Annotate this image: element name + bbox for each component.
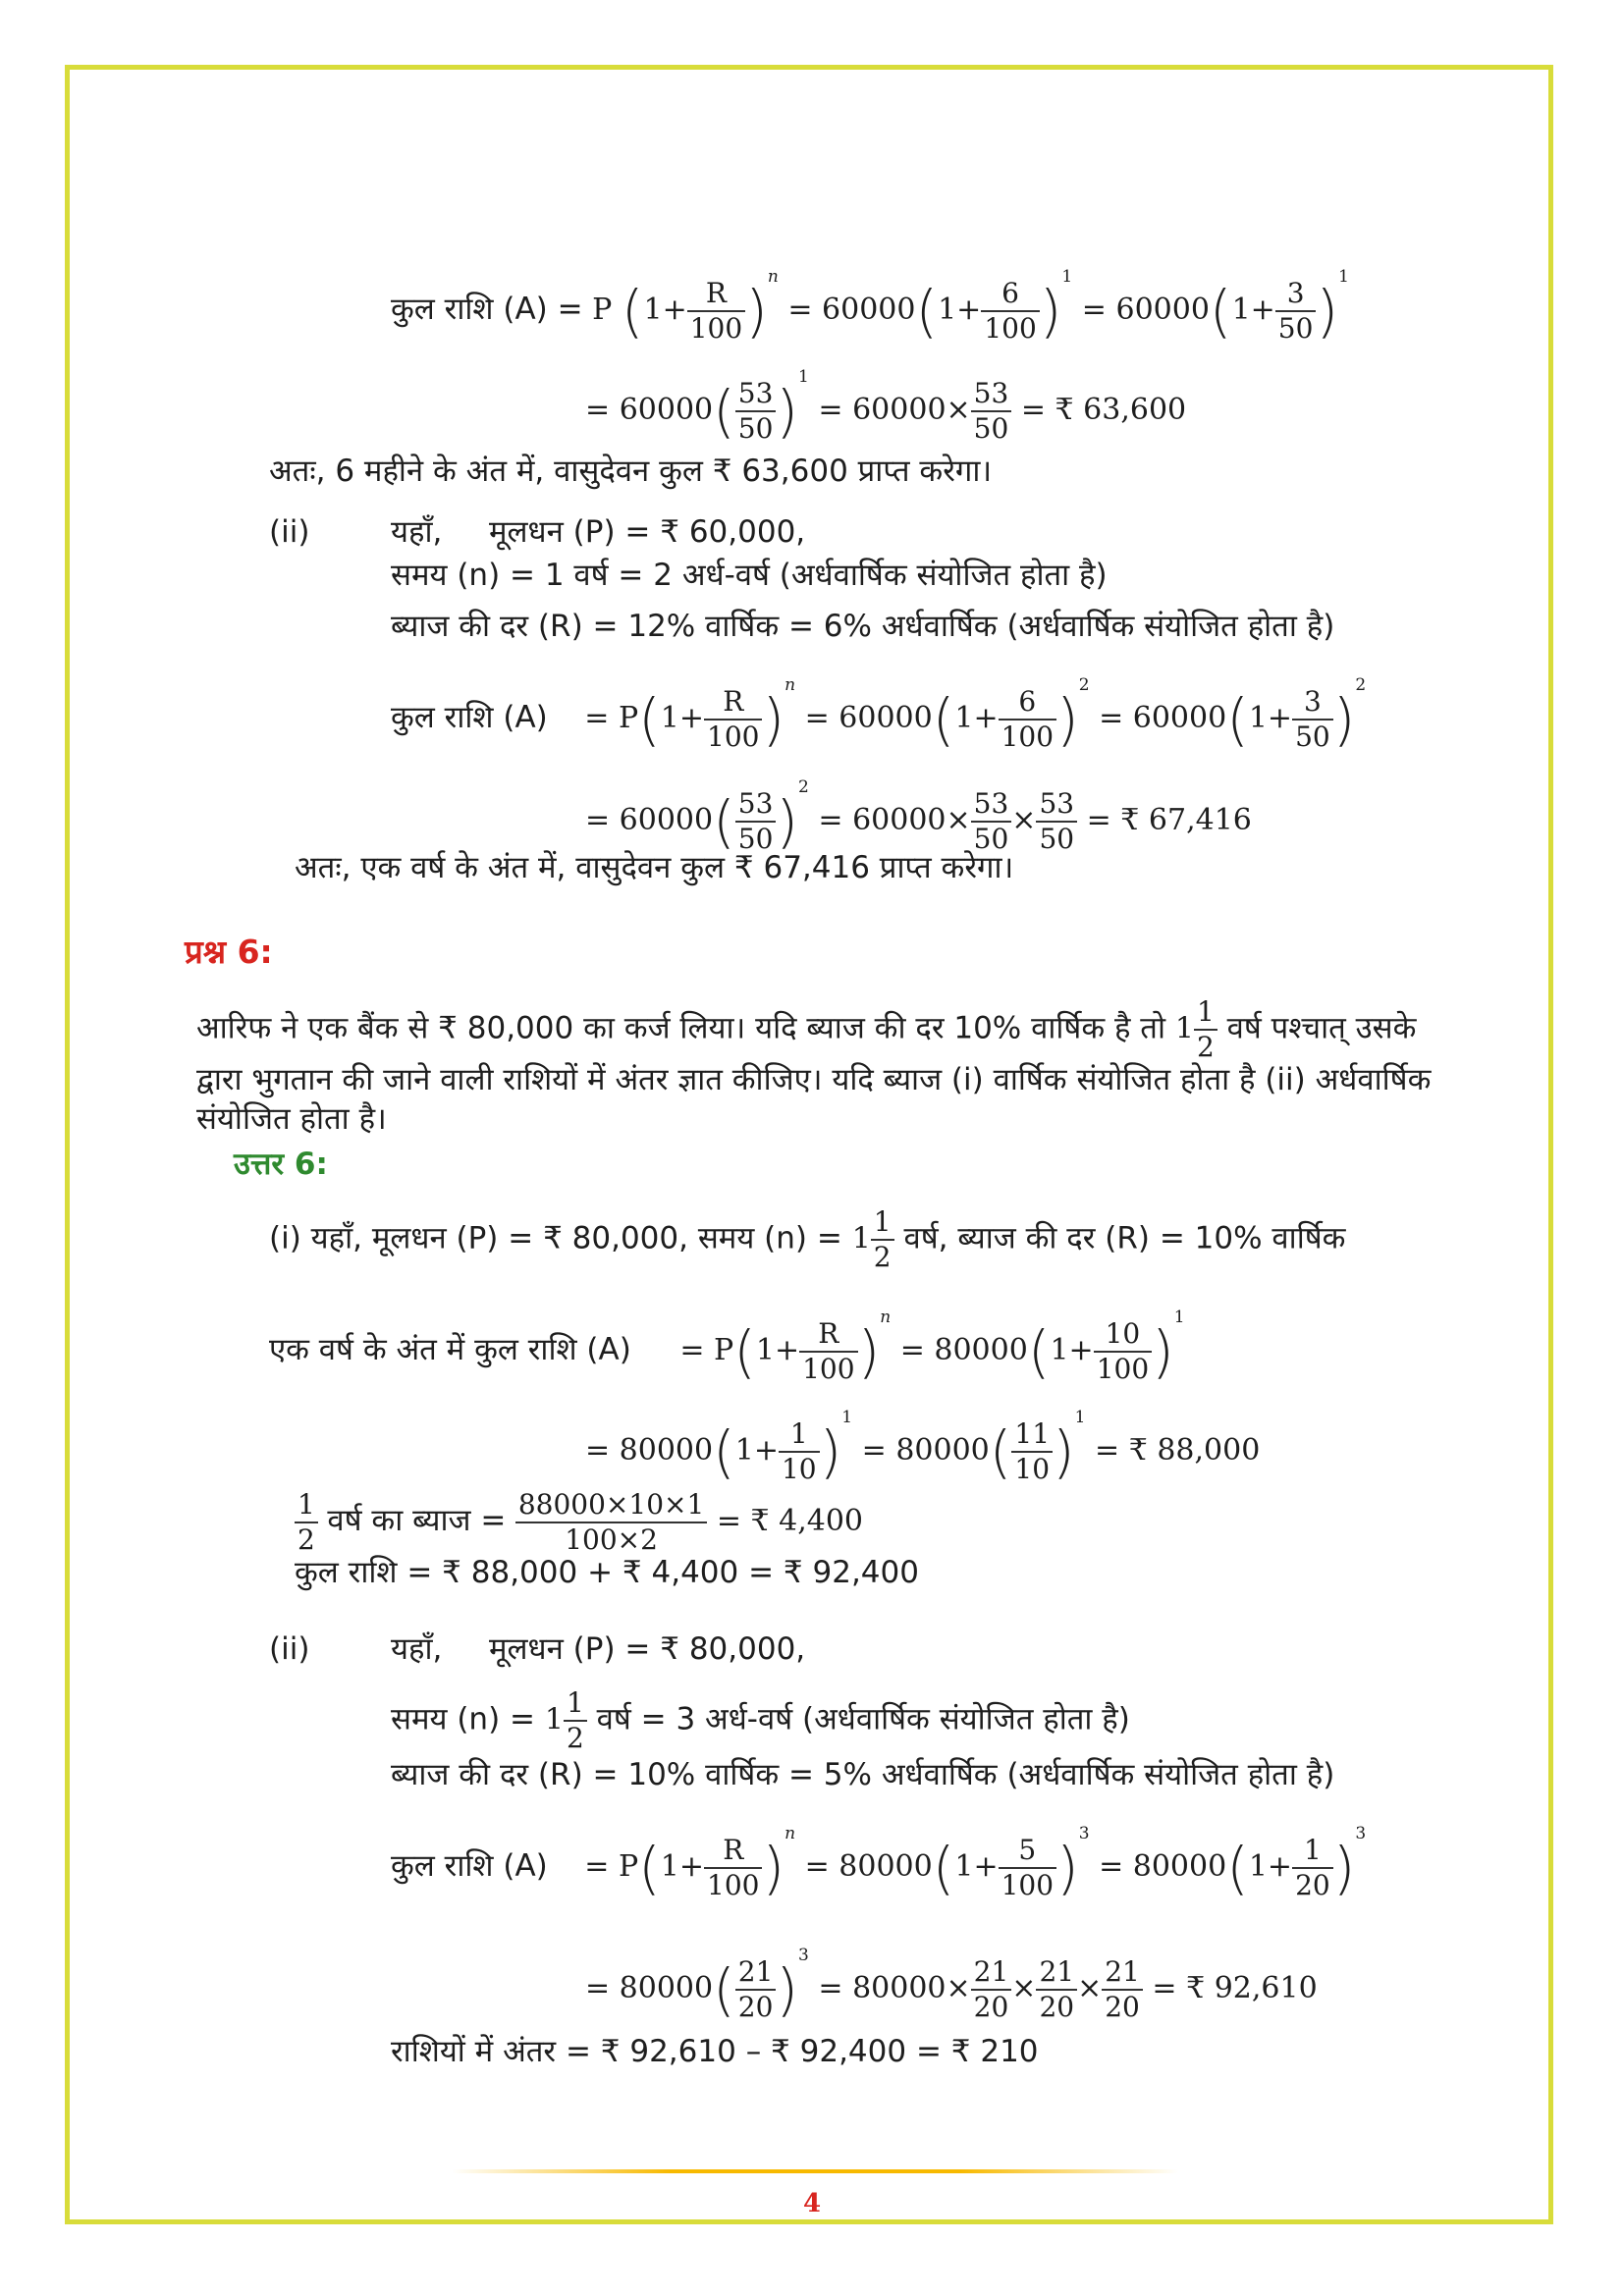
formula-line-3: कुल राशि (A) = P(1+ $\frac{R}{100}$ )$^n$ = 60000(1+ $\frac{6}{100}$ )$^2$ = 60000(1+ $\frac{3}{50}$ )$^2$	[391, 675, 1367, 753]
principal-text: मूलधन (P) = ₹ 60,000,	[489, 514, 806, 550]
formula-line-4: = 60000( $\frac{53}{50}$ )$^2$ = 60000× $\frac{53}{50}$ × $\frac{53}{50}$ = ₹ 67,416	[585, 777, 1252, 855]
part-label-2: (ii)	[269, 1631, 310, 1667]
rate-text: ब्याज की दर (R) = 12% वार्षिक = 6% अर्धवार्षिक (अर्धवार्षिक संयोजित होता है)	[391, 609, 1335, 644]
here-label-2: यहाँ,	[391, 1631, 443, 1667]
conclusion-2: अतः, एक वर्ष के अंत में, वासुदेवन कुल ₹ 67,416 प्राप्त करेगा।	[295, 850, 1014, 885]
formula-line-2: = 60000( $\frac{53}{50}$ )$^1$ = 60000× $\frac{53}{50}$ = ₹ 63,600	[585, 367, 1187, 445]
interest-line: $\frac{1}{2}$ वर्ष का ब्याज = $\frac{88000\times 10\times 1}{100\times 2}$ = ₹ 4,400	[295, 1488, 863, 1557]
answer-title: उत्तर 6:	[234, 1147, 328, 1182]
footer-rule	[452, 2169, 1178, 2173]
formula-line-5: एक वर्ष के अंत में कुल राशि (A) = P(1+ $\frac{R}{100}$ )$^n$ = 80000(1+ $\frac{10}{100}$ )$^1$	[269, 1308, 1185, 1385]
principal-text-2: मूलधन (P) = ₹ 80,000,	[489, 1631, 806, 1667]
total-amount: कुल राशि = ₹ 88,000 + ₹ 4,400 = ₹ 92,400	[295, 1555, 919, 1590]
rate-text-2: ब्याज की दर (R) = 10% वार्षिक = 5% अर्धवार्षिक (अर्धवार्षिक संयोजित होता है)	[391, 1757, 1335, 1792]
question-line-3: संयोजित होता है।	[196, 1101, 387, 1137]
formula-line-8: = 80000( $\frac{21}{20}$ )$^3$ = 80000× $\frac{21}{20}$ × $\frac{21}{20}$ × $\frac{21}{20}$ = ₹ 92,610	[585, 1946, 1318, 2023]
here-label: यहाँ,	[391, 514, 443, 550]
difference-line: राशियों में अंतर = ₹ 92,610 – ₹ 92,400 = ₹ 210	[391, 2034, 1039, 2069]
formula-line-6: = 80000(1+ $\frac{1}{10}$ )$^1$ = 80000( $\frac{11}{10}$ )$^1$ = ₹ 88,000	[585, 1408, 1261, 1485]
formula-line-1: कुल राशि (A) = P (1+ $\frac{R}{100}$ )$^n$ = 60000(1+ $\frac{6}{100}$ )$^1$ = 60000(1+ $\frac{3}{50}$ )$^1$	[391, 267, 1349, 345]
part-label: (ii)	[269, 514, 310, 550]
formula-line-7: कुल राशि (A) = P(1+ $\frac{R}{100}$ )$^n$ = 80000(1+ $\frac{5}{100}$ )$^3$ = 80000(1+ $\frac{1}{20}$ )$^3$	[391, 1824, 1367, 1901]
question-line-2: द्वारा भुगतान की जाने वाली राशियों में अंतर ज्ञात कीजिए। यदि ब्याज (i) वार्षिक संयोजित होता है (ii) अर्धवार्षिक	[196, 1062, 1432, 1097]
question-title: प्रश्न 6:	[185, 933, 273, 971]
page-number: 4	[802, 2189, 822, 2218]
conclusion-1: अतः, 6 महीने के अंत में, वासुदेवन कुल ₹ 63,600 प्राप्त करेगा।	[269, 454, 993, 489]
time-text-2: समय (n) = 1 $\frac{1}{2}$ वर्ष = 3 अर्ध-वर्ष (अर्धवार्षिक संयोजित होता है)	[391, 1686, 1130, 1754]
question-line-1: आरिफ ने एक बैंक से ₹ 80,000 का कर्ज लिया। यदि ब्याज की दर 10% वार्षिक है तो 1 $\frac{1}{2}$ वर्ष पश्चात् उसके	[196, 995, 1417, 1063]
time-text: समय (n) = 1 वर्ष = 2 अर्ध-वर्ष (अर्धवार्षिक संयोजित होता है)	[391, 558, 1108, 593]
answer-given: (i) यहाँ, मूलधन (P) = ₹ 80,000, समय (n) = 1 $\frac{1}{2}$ वर्ष, ब्याज की दर (R) = 10% वार्षिक	[269, 1205, 1346, 1273]
